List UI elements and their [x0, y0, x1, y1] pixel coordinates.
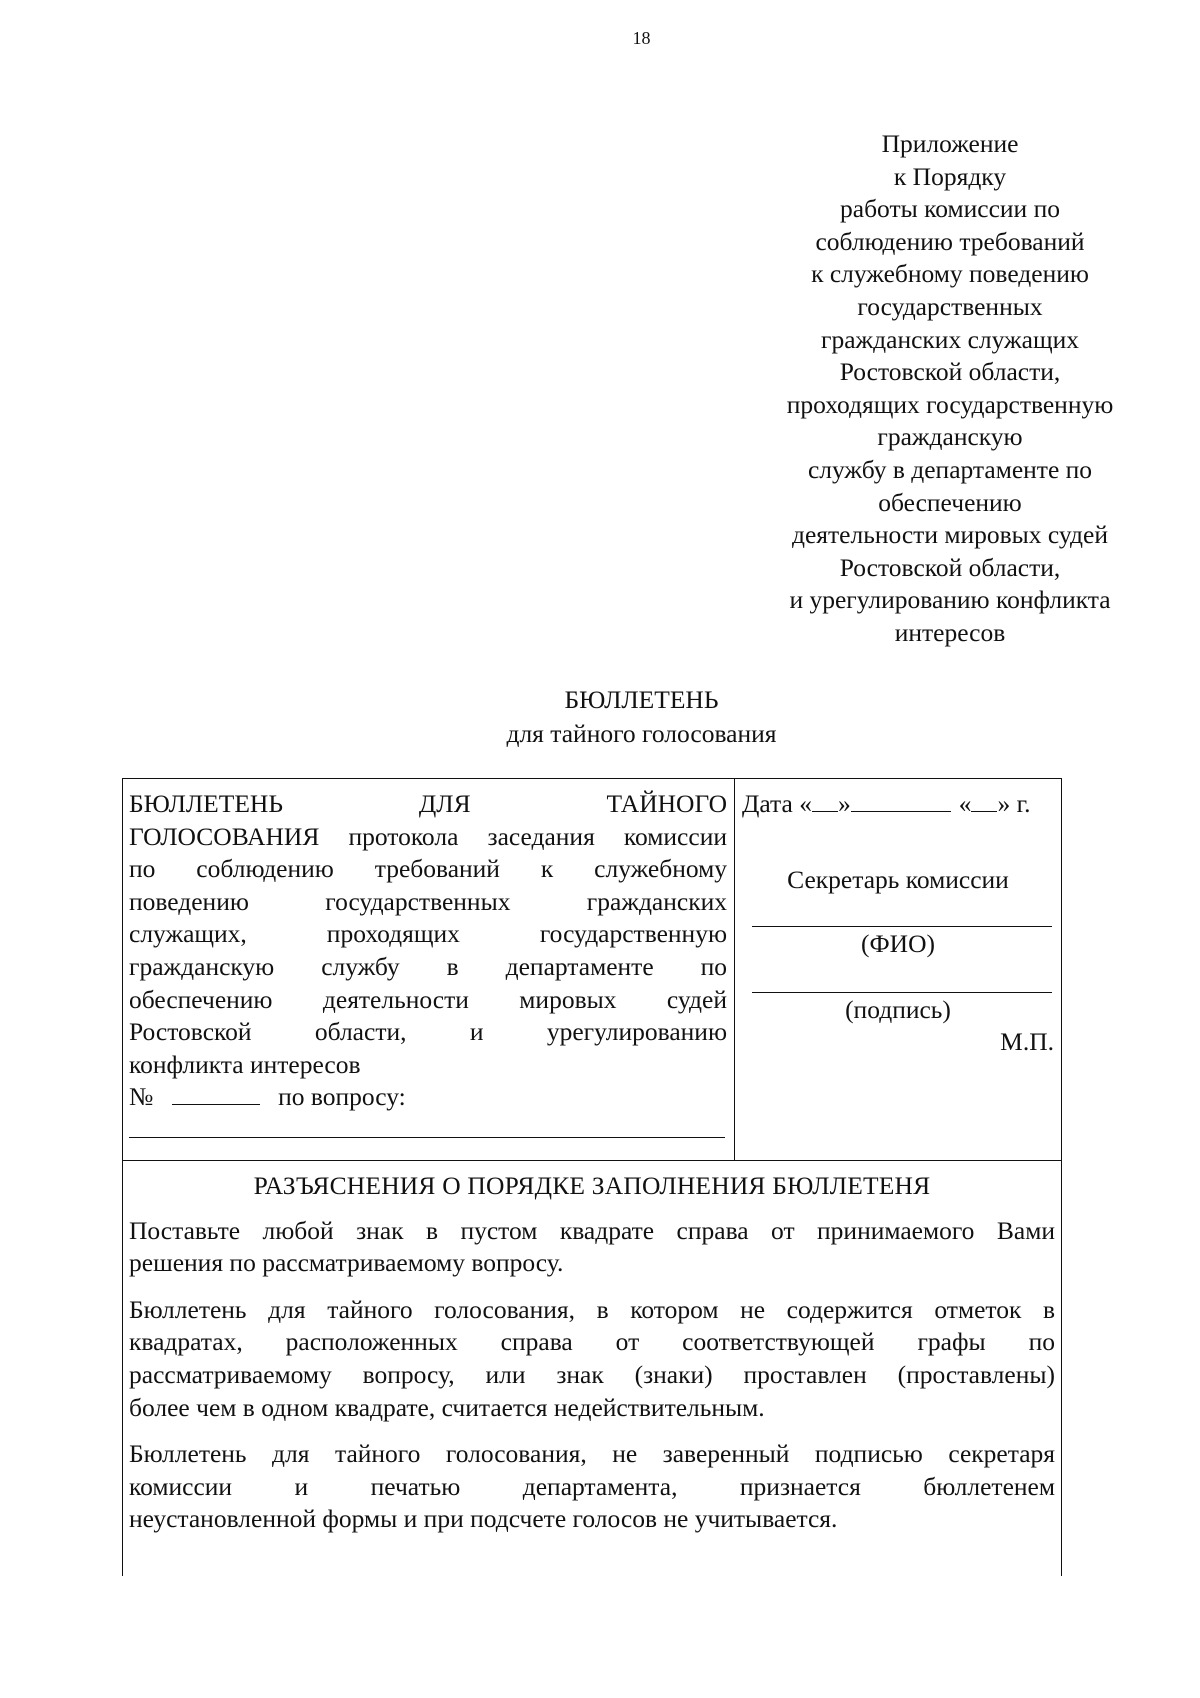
stamp-label: М.П.: [1000, 1027, 1054, 1056]
secretary-label: Секретарь комиссии: [787, 865, 1009, 894]
date-mid-2: «: [958, 789, 972, 818]
ballot-text-line: гражданскую службу в департаменте по: [129, 951, 727, 981]
ballot-table: [122, 778, 1062, 1576]
ballot-text-line: обеспечению деятельности мировых судей: [129, 984, 727, 1014]
appendix-line: работы комиссии по: [840, 194, 1060, 224]
table-border-top: [122, 778, 1062, 779]
paragraph-line: неустановленной формы и при подсчете голосов не учитывается.: [129, 1504, 838, 1534]
appendix-header: [760, 128, 1140, 650]
question-blank-field: [129, 1115, 725, 1138]
appendix-line: Приложение: [881, 129, 1019, 158]
appendix-line: гражданских служащих: [821, 324, 1079, 354]
date-suffix: » г.: [997, 789, 1031, 818]
paragraph-line: более чем в одном квадрате, считается недействительным.: [129, 1392, 765, 1422]
appendix-line: гражданскую: [877, 422, 1023, 452]
fio-line: [752, 926, 1052, 927]
number-blank-field: [172, 1082, 260, 1105]
explanation-section: [129, 1170, 1055, 1550]
ballot-number-line: [129, 1081, 727, 1114]
appendix-line: деятельности мировых судей: [792, 520, 1108, 550]
question-label: по вопросу:: [278, 1082, 406, 1112]
date-mid-1: »: [837, 789, 851, 818]
table-row-divider: [122, 1160, 1062, 1161]
paragraph-line: рассматриваемому вопросу, или знак (знаки) проставлен (проставлены): [129, 1359, 1055, 1389]
ballot-text-line: ГОЛОСОВАНИЯ протокола заседания комиссии: [129, 821, 727, 851]
date-prefix: Дата «: [742, 789, 812, 818]
document-title: БЮЛЛЕТЕНЬ: [564, 685, 719, 714]
ballot-signature-cell: [742, 788, 1054, 1056]
explanation-paragraph-1: [129, 1215, 1055, 1280]
ballot-text-line: по соблюдению требований к служебному: [129, 854, 727, 884]
paragraph-line: Бюллетень для тайного голосования, не заверенный подписью секретаря: [129, 1439, 1055, 1469]
signature-line: [752, 992, 1052, 993]
table-border-left: [122, 778, 123, 1576]
year-blank-field: [971, 789, 997, 812]
appendix-line: Ростовской области,: [839, 552, 1061, 582]
number-sign: №: [129, 1082, 154, 1112]
page-number: 18: [632, 28, 651, 48]
appendix-line: обеспечению: [878, 487, 1022, 517]
appendix-line: проходящих государственную: [786, 389, 1114, 419]
explanation-paragraph-3: [129, 1438, 1055, 1536]
signature-label: (подпись): [845, 995, 951, 1024]
appendix-line: к Порядку: [893, 161, 1007, 191]
table-border-right: [1061, 778, 1062, 1576]
table-column-divider: [734, 778, 735, 1160]
appendix-line: соблюдению требований: [815, 226, 1085, 256]
month-blank-field: [851, 789, 951, 812]
date-line: [742, 788, 1054, 821]
explanation-heading: РАЗЪЯСНЕНИЯ О ПОРЯДКЕ ЗАПОЛНЕНИЯ БЮЛЛЕТЕНЯ: [253, 1171, 931, 1200]
question-blank-line: [129, 1114, 727, 1147]
paragraph-line: Бюллетень для тайного голосования, в котором не содержится отметок в: [129, 1294, 1055, 1324]
appendix-line: к служебному поведению: [811, 259, 1089, 289]
ballot-text-line: БЮЛЛЕТЕНЬ ДЛЯ ТАЙНОГО: [129, 789, 727, 818]
day-blank-field: [812, 789, 838, 812]
paragraph-line: квадратах, расположенных справа от соответствующей графы по: [129, 1327, 1055, 1357]
ballot-text-line: поведению государственных гражданских: [129, 886, 727, 916]
explanation-paragraph-2: [129, 1294, 1055, 1424]
paragraph-line: решения по рассматриваемому вопросу.: [129, 1248, 564, 1278]
appendix-line: интересов: [894, 617, 1006, 647]
appendix-line: государственных: [857, 291, 1043, 321]
ballot-text-line: служащих, проходящих государственную: [129, 919, 727, 949]
appendix-line: и урегулированию конфликта: [789, 585, 1111, 615]
paragraph-line: Поставьте любой знак в пустом квадрате справа от принимаемого Вами: [129, 1215, 1055, 1245]
appendix-line: Ростовской области,: [839, 357, 1061, 387]
fio-label: (ФИО): [861, 929, 935, 958]
ballot-text-line: Ростовской области, и урегулированию: [129, 1017, 727, 1047]
ballot-description-cell: [129, 788, 727, 1147]
appendix-line: службу в департаменте по: [807, 454, 1093, 484]
ballot-text-line: конфликта интересов: [129, 1049, 361, 1079]
document-subtitle: для тайного голосования: [506, 719, 777, 748]
paragraph-line: комиссии и печатью департамента, признается бюллетенем: [129, 1471, 1055, 1501]
